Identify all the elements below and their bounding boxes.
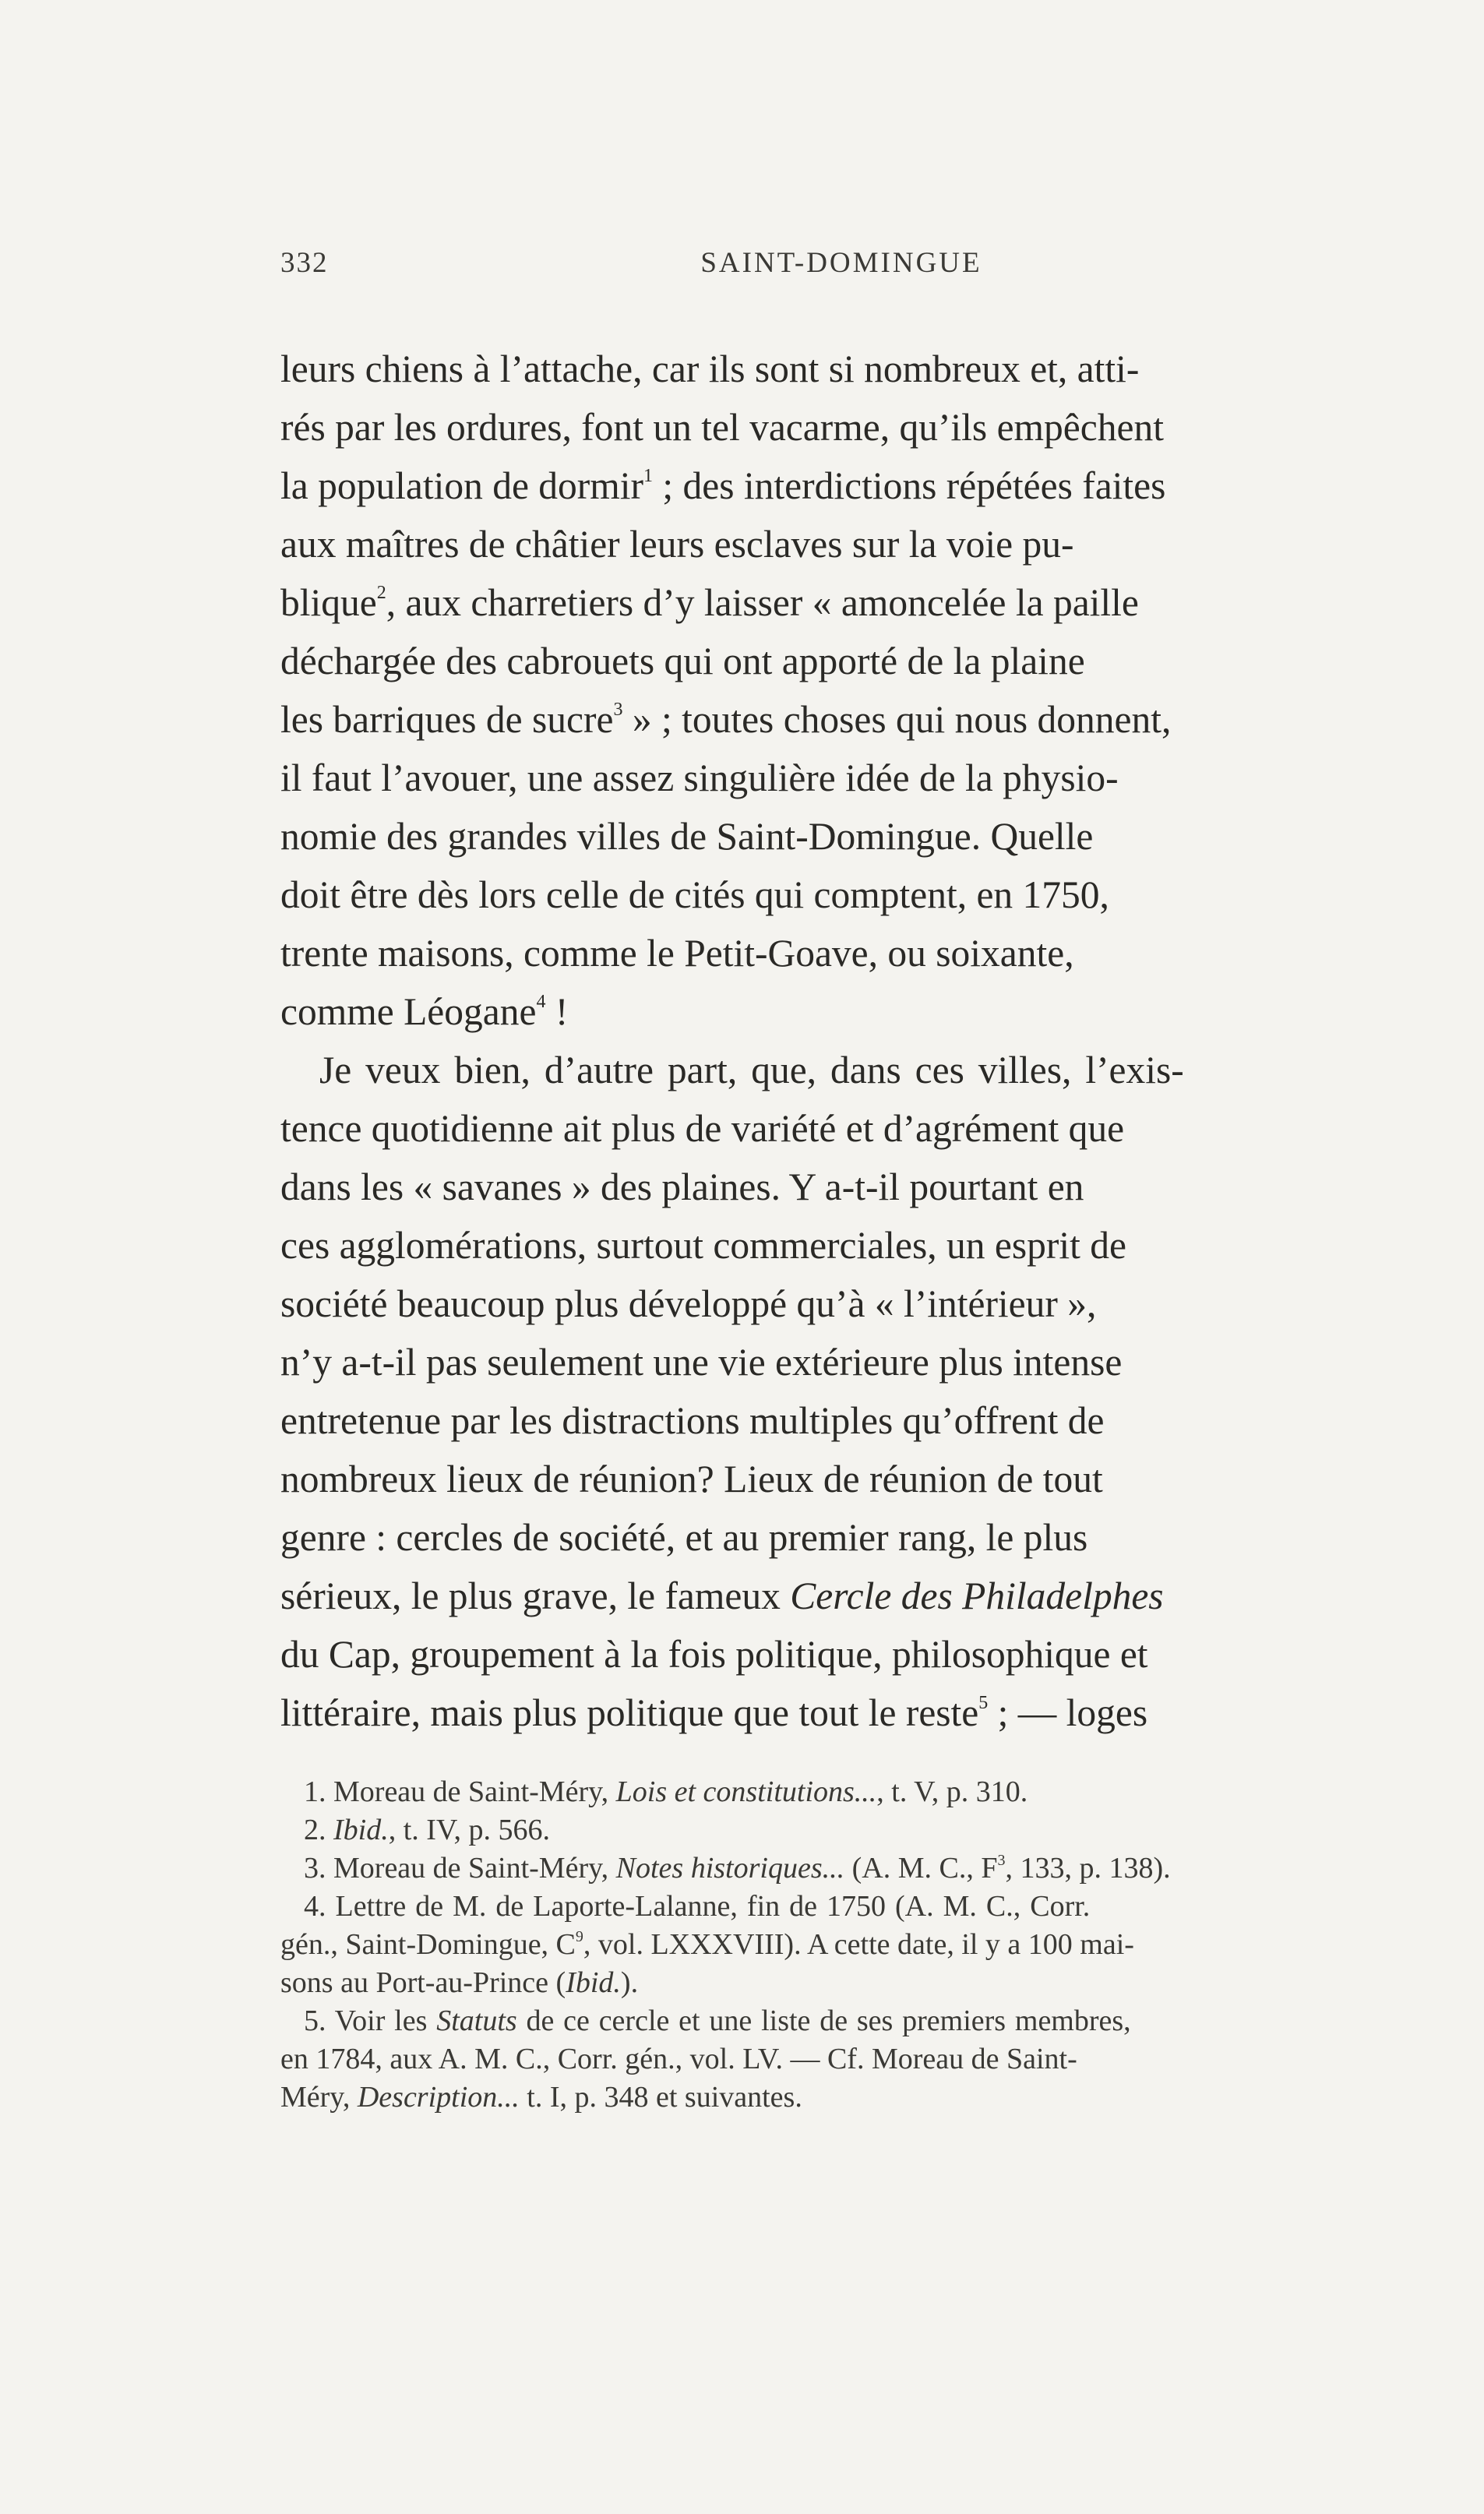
body-line: déchargée des cabrouets qui ont apporté de la plaine [280, 640, 1085, 682]
body-line: genre : cercles de société, et au premier rang, le plus [280, 1516, 1088, 1559]
body-line: tence quotidienne ait plus de variété et d’agrément que [280, 1107, 1125, 1150]
note-ref-5: 5 [978, 1693, 989, 1713]
body-line: nomie des grandes villes de Saint-Domingue. Quelle [280, 815, 1094, 858]
body-line: nombreux lieux de réunion? Lieux de réunion de tout [280, 1458, 1103, 1500]
footnote-4: 4. Lettre de M. de Laporte-Lalanne, fin de 1750 (A. M. C., Corr. [304, 1890, 1091, 1923]
note-ref-1: 1 [643, 466, 654, 486]
body-line: littéraire, mais plus politique que tout le reste$^5$ ; — loges [280, 1691, 1148, 1734]
body-line: doit être dès lors celle de cités qui comptent, en 1750, [280, 873, 1109, 916]
body-line: trente maisons, comme le Petit-Goave, ou soixante, [280, 932, 1074, 975]
note-ref-3: 3 [613, 700, 623, 720]
running-head [280, 246, 1402, 293]
body-line: Je veux bien, d’autre part, que, dans ces villes, l’exis- [319, 1049, 1184, 1091]
running-title: SAINT-DOMINGUE [700, 247, 982, 279]
body-line: aux maîtres de châtier leurs esclaves sur la voie pu- [280, 523, 1074, 566]
body-line: dans les « savanes » des plaines. Y a-t-il pourtant en [280, 1165, 1084, 1208]
body-line: n’y a-t-il pas seulement une vie extérieure plus intense [280, 1341, 1123, 1384]
body-line: les barriques de sucre$^3$ » ; toutes choses qui nous donnent, [280, 698, 1172, 741]
note-ref-4: 4 [536, 992, 546, 1012]
body-line: sérieux, le plus grave, le fameux Cercle des Philadelphes [280, 1574, 1164, 1617]
body-line: blique$^2$, aux charretiers d’y laisser « amoncelée la paille [280, 581, 1139, 624]
note-ref-2: 2 [376, 583, 386, 603]
body-line: la population de dormir$^1$ ; des interdictions répétées faites [280, 464, 1166, 507]
page-number: 332 [280, 247, 329, 279]
footnotes [280, 1773, 1402, 2117]
footnote-2: 2. Ibid., t. IV, p. 566. [304, 1814, 550, 1846]
body-line: ces agglomérations, surtout commerciales, un esprit de [280, 1224, 1126, 1267]
body-line: du Cap, groupement à la fois politique, philosophique et [280, 1633, 1148, 1676]
italic-title: Cercle des Philadelphes [790, 1574, 1164, 1617]
footnote-4-cont: gén., Saint-Domingue, $C^9$, vol. LXXXVIII). A cette date, il y a 100 mai- [280, 1928, 1134, 1961]
footnote-3: 3. Moreau de Saint-Méry, Notes historiques... (A. M. C., $F^3$, 133, p. 138). [304, 1852, 1171, 1885]
body-line: rés par les ordures, font un tel vacarme, qu’ils empêchent [280, 406, 1164, 449]
body-line: société beaucoup plus développé qu’à « l’intérieur », [280, 1282, 1097, 1325]
book-page [280, 246, 1402, 2117]
footnote-5: 5. Voir les Statuts de ce cercle et une liste de ses premiers membres, [304, 2005, 1131, 2037]
body-line: leurs chiens à l’attache, car ils sont si nombreux et, atti- [280, 347, 1140, 390]
footnote-5-cont: en 1784, aux A. M. C., Corr. gén., vol. LV. — Cf. Moreau de Saint- [280, 2043, 1077, 2075]
body-line: entretenue par les distractions multiples qu’offrent de [280, 1399, 1105, 1442]
footnote-4-end: sons au Port-au-Prince (Ibid.). [280, 1966, 639, 1999]
body-line: comme Léogane$^4$ ! [280, 990, 569, 1033]
footnote-1: 1. Moreau de Saint-Méry, Lois et constitutions..., t. V, p. 310. [304, 1775, 1028, 1808]
body-text [280, 340, 1402, 1742]
body-line: il faut l’avouer, une assez singulière idée de la physio- [280, 756, 1119, 799]
footnote-5-end: Méry, Description... t. I, p. 348 et suivantes. [280, 2081, 802, 2114]
